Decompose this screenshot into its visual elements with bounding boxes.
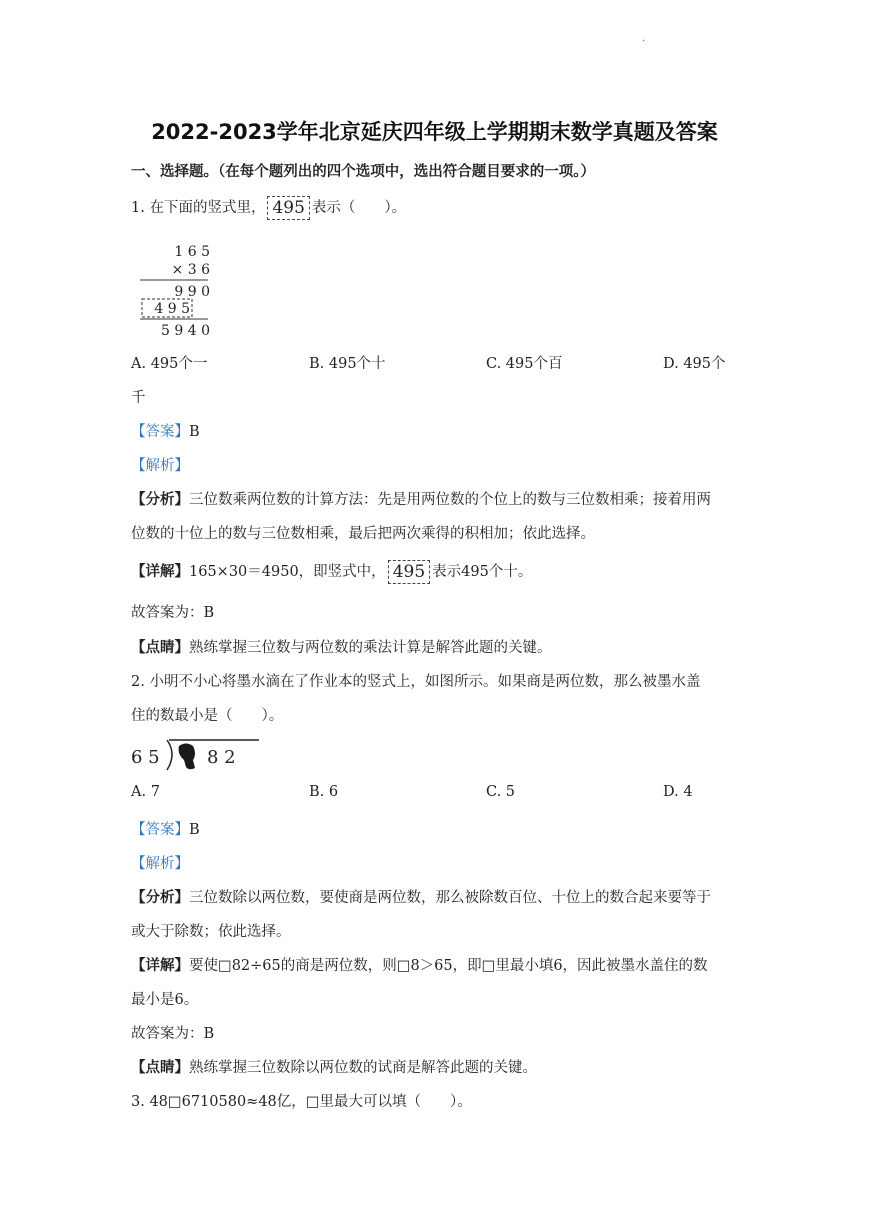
q2-option-c: C. 5: [486, 784, 516, 800]
q1-option-d: D. 495个: [663, 356, 726, 372]
xiangjie-text: 要使□82÷65的商是两位数，则□8＞65，即□里最小填6，因此被墨水盖住的数: [189, 958, 708, 974]
q1-boxed-number: 495: [267, 196, 309, 220]
q1-xiangjie: [131, 560, 532, 584]
dividend-visible: 8 2: [207, 747, 236, 768]
q1-option-a: A. 495个一: [131, 356, 208, 372]
q2-conclusion: 故答案为：B: [131, 1026, 215, 1042]
q3-stem: 3. 48□6710580≈48亿，□里最大可以填（ ）。: [131, 1094, 472, 1110]
xiangjie-tag: 【详解】: [131, 958, 189, 974]
q2-xiangjie-line-1: [131, 954, 708, 975]
q1-fenxi-line-2: 位数的十位上的数与三位数相乘，最后把两次乘得的积相加；依此选择。: [131, 526, 595, 542]
calc-row-2: × 3 6: [171, 262, 210, 278]
q1-stem-text: 1. 在下面的竖式里，: [131, 200, 266, 216]
xiangjie-boxed-number: 495: [388, 560, 430, 584]
page-title: 2022-2023学年北京延庆四年级上学期期末数学真题及答案: [151, 120, 718, 144]
q2-option-b: B. 6: [309, 784, 339, 800]
q2-answer: [131, 818, 200, 839]
q2-option-d: D. 4: [663, 784, 693, 800]
q2-fenxi-line-2: 或大于除数；依此选择。: [131, 924, 291, 940]
q2-division-figure: [131, 736, 261, 772]
q2-stem-line-1: 2. 小明不小心将墨水滴在了作业本的竖式上，如图所示。如果商是两位数，那么被墨水盖: [131, 674, 701, 690]
division-bracket: [167, 740, 172, 770]
dianjing-tag: 【点睛】: [131, 1060, 189, 1076]
dianjing-tag: 【点睛】: [131, 640, 189, 656]
fenxi-tag: 【分析】: [131, 492, 189, 508]
q2-stem-line-2: 住的数最小是（ ）。: [131, 708, 284, 724]
calc-row-1: 1 6 5: [174, 244, 210, 260]
q1-stem: [131, 196, 406, 220]
q2-analysis-tag: 【解析】: [131, 856, 189, 872]
answer-value: B: [189, 424, 200, 440]
q1-dianjing: [131, 636, 552, 657]
section-heading: 一、选择题。（在每个题列出的四个选项中，选出符合题目要求的一项。）: [131, 164, 595, 180]
calc-row-4: 4 9 5: [154, 301, 190, 317]
q1-answer: [131, 420, 200, 441]
q2-option-a: A. 7: [131, 784, 160, 800]
dianjing-text: 熟练掌握三位数与两位数的乘法计算是解答此题的关键。: [189, 640, 552, 656]
fenxi-text: 三位数乘两位数的计算方法：先是用两位数的个位上的数与三位数相乘；接着用两: [189, 492, 711, 508]
answer-tag: 【答案】: [131, 822, 189, 838]
q2-dianjing: [131, 1056, 537, 1077]
fenxi-text: 三位数除以两位数，要使商是两位数，那么被除数百位、十位上的数合起来要等于: [189, 890, 711, 906]
q1-conclusion: 故答案为：B: [131, 605, 215, 621]
divisor: 6 5: [131, 747, 160, 768]
answer-tag: 【答案】: [131, 424, 189, 440]
calc-row-5: 5 9 4 0: [161, 323, 210, 339]
answer-value: B: [189, 822, 200, 838]
calc-row-3: 9 9 0: [174, 284, 210, 300]
fenxi-tag: 【分析】: [131, 890, 189, 906]
q1-fenxi-line-1: [131, 488, 711, 509]
q1-option-d-wrap: 千: [131, 390, 146, 406]
ink-blot-icon: [179, 744, 195, 770]
q2-xiangjie-line-2: 最小是6。: [131, 992, 199, 1008]
q1-multiplication-figure: [140, 242, 220, 342]
q1-analysis-tag: 【解析】: [131, 458, 189, 474]
q1-option-c: C. 495个百: [486, 356, 563, 372]
xiangjie-tag: 【详解】: [131, 564, 189, 580]
dianjing-text: 熟练掌握三位数除以两位数的试商是解答此题的关键。: [189, 1060, 537, 1076]
xiangjie-text: 165×30＝4950，即竖式中，: [189, 564, 386, 580]
q1-stem-text-end: 表示（ ）。: [311, 200, 407, 216]
xiangjie-text-end: 表示495个十。: [432, 564, 533, 580]
q1-option-b: B. 495个十: [309, 356, 386, 372]
top-mark: ·: [642, 36, 646, 47]
q2-fenxi-line-1: [131, 886, 711, 907]
